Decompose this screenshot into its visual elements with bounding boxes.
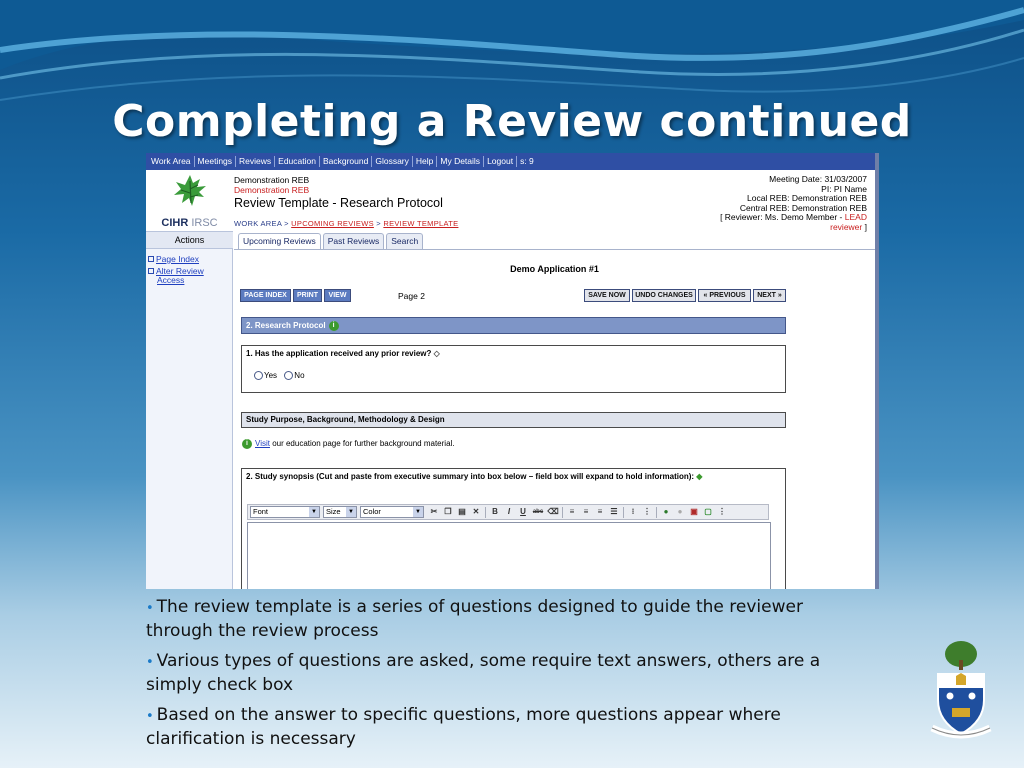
chevron-down-icon: ▼ (413, 507, 423, 517)
reviewer-lead: LEAD (844, 212, 867, 223)
color-select[interactable] (360, 506, 424, 518)
font-select[interactable] (250, 506, 320, 518)
align-right-icon[interactable]: ≡ (597, 507, 603, 516)
font-select-value: Font (253, 507, 269, 516)
logo-cihr: CIHR (161, 217, 189, 229)
radio-yes[interactable] (254, 371, 263, 380)
meeting-info (720, 175, 867, 233)
info-icon: i (242, 439, 252, 449)
size-select[interactable] (323, 506, 357, 518)
toolbar-separator (656, 507, 657, 518)
bold-icon[interactable]: B (492, 507, 498, 516)
section-title: 2. Research Protocol (246, 321, 326, 330)
numbered-list-icon[interactable]: ⋮ (643, 507, 651, 516)
image-icon[interactable]: ▣ (690, 507, 698, 516)
pi-name: PI: PI Name (821, 183, 867, 194)
nav-glossary[interactable]: Glossary (372, 156, 413, 167)
info-icon[interactable]: i (329, 321, 339, 331)
tab-search[interactable]: Search (386, 233, 423, 249)
bullet-text: Various types of questions are asked, some require text answers, others are a simply check box (146, 651, 821, 695)
rich-text-toolbar (247, 504, 769, 520)
action-page-index[interactable] (148, 255, 199, 264)
bullet-icon: • (146, 709, 154, 724)
window-edge (875, 153, 879, 589)
visit-text: our education page for further background material. (269, 439, 455, 449)
bullet-item (146, 650, 846, 697)
page-title: Review Template - Research Protocol (234, 196, 443, 210)
breadcrumb (234, 219, 458, 228)
toolbar-separator (485, 507, 486, 518)
university-crest-icon (930, 638, 992, 748)
reb-name: Demonstration REB (234, 175, 310, 185)
reviewer-close: ] (864, 221, 867, 232)
toolbar-separator (623, 507, 624, 518)
action-alter-review-label: Alter Review (156, 266, 204, 276)
save-now-button[interactable]: SAVE NOW (584, 289, 630, 302)
bullet-icon: • (146, 655, 154, 670)
breadcrumb-sep: > (281, 219, 292, 228)
next-button[interactable]: NEXT » (753, 289, 786, 302)
eraser-icon[interactable]: ⌫ (547, 507, 559, 516)
italic-icon[interactable]: I (507, 507, 511, 516)
nav-logout[interactable]: Logout (484, 156, 517, 167)
size-select-value: Size (326, 507, 341, 516)
radio-no-label: No (294, 370, 305, 380)
visit-education-line (242, 439, 455, 449)
copy-icon[interactable]: ❐ (444, 507, 452, 516)
question-2-text (242, 469, 785, 486)
bullet-icon: • (146, 601, 154, 616)
toolbar-separator (562, 507, 563, 518)
action-page-index-label: Page Index (156, 254, 200, 264)
unlink-icon[interactable]: ● (677, 507, 683, 516)
bullet-text: Based on the answer to specific questions, more questions appear where clarification is necessary (146, 705, 781, 749)
help-diamond-icon[interactable]: ◆ (696, 472, 703, 481)
question-2-label: 2. Study synopsis (Cut and paste from executive summary into box below – field box will expand to hold information): (246, 472, 695, 481)
nav-education[interactable]: Education (275, 156, 320, 167)
chevron-down-icon: ▼ (309, 507, 319, 517)
question-1-text (242, 346, 785, 363)
reviewer-role-label: reviewer (830, 221, 863, 232)
paste-icon[interactable]: ▤ (458, 507, 466, 516)
left-sidebar (146, 170, 233, 589)
nav-meetings[interactable]: Meetings (195, 156, 237, 167)
tabs-divider (234, 249, 875, 250)
breadcrumb-sep: > (373, 219, 384, 228)
underline-icon[interactable]: U (520, 507, 526, 516)
question-1-box (241, 345, 786, 393)
visit-link[interactable]: Visit (255, 439, 270, 449)
main-content (234, 170, 875, 589)
logo-area (146, 170, 233, 232)
cut-icon[interactable]: ✂ (430, 507, 438, 516)
undo-changes-button[interactable]: UNDO CHANGES (632, 289, 696, 302)
section-header-research-protocol (241, 317, 786, 334)
study-section-header: Study Purpose, Background, Methodology & Design (241, 412, 786, 428)
print-button[interactable]: PRINT (293, 289, 322, 302)
local-reb: Local REB: Demonstration REB (747, 193, 867, 204)
breadcrumb-upcoming-reviews[interactable]: UPCOMING REVIEWS (291, 219, 374, 228)
bullet-text: The review template is a series of questions designed to guide the reviewer through the review process (146, 597, 803, 641)
reviewer-name: [ Reviewer: Ms. Demo Member - (720, 212, 843, 223)
justify-icon[interactable]: ☰ (610, 507, 618, 516)
delete-icon[interactable]: ✕ (472, 507, 480, 516)
align-left-icon[interactable]: ≡ (569, 507, 575, 516)
synopsis-editor[interactable] (247, 522, 771, 589)
logo-wordmark (146, 217, 233, 229)
bullet-list-icon[interactable]: ⁝ (631, 507, 635, 516)
breadcrumb-root: WORK AREA (234, 219, 282, 228)
expand-icon (148, 268, 154, 274)
comment-icon[interactable]: ▢ (704, 507, 712, 516)
meeting-date: Meeting Date: 31/03/2007 (769, 174, 867, 184)
radio-yes-label: Yes (264, 370, 278, 380)
page-number: Page 2 (398, 291, 425, 301)
nav-help[interactable]: Help (413, 156, 437, 167)
application-title: Demo Application #1 (510, 264, 599, 274)
slide-bullets (146, 596, 846, 758)
nav-session-counter: s: 9 (520, 156, 534, 166)
nav-work-area[interactable]: Work Area (148, 156, 195, 167)
chevron-down-icon: ▼ (346, 507, 356, 517)
slide-title: Completing a Review continued (112, 96, 912, 147)
central-reb: Central REB: Demonstration REB (739, 202, 867, 213)
review-tabs (238, 233, 425, 249)
cihr-leaf-logo-icon (168, 173, 212, 209)
app-screenshot (146, 153, 879, 589)
view-button[interactable]: VIEW (324, 289, 351, 302)
nav-background[interactable]: Background (320, 156, 372, 167)
tab-upcoming-reviews[interactable]: Upcoming Reviews (238, 233, 321, 249)
logo-irsc: IRSC (191, 217, 218, 229)
color-select-value: Color (363, 507, 381, 516)
tab-past-reviews[interactable]: Past Reviews (323, 233, 385, 249)
reviewer-role (720, 223, 867, 233)
radio-no[interactable] (284, 371, 293, 380)
previous-button[interactable]: « PREVIOUS (698, 289, 751, 302)
page-index-button[interactable]: PAGE INDEX (240, 289, 291, 302)
help-diamond-icon[interactable]: ◇ (433, 349, 440, 358)
nav-reviews[interactable]: Reviews (236, 156, 275, 167)
question-1-options (242, 371, 785, 380)
question-1-label: 1. Has the application received any prior review? (246, 349, 432, 358)
bullet-item (146, 704, 846, 751)
expand-icon (148, 256, 154, 262)
action-alter-review-access[interactable]: Access (157, 275, 185, 285)
top-nav-bar (146, 153, 879, 170)
bullet-item (146, 596, 846, 643)
link-icon[interactable]: ● (663, 507, 669, 516)
strikethrough-icon[interactable]: abc (532, 509, 544, 515)
actions-heading: Actions (146, 232, 233, 249)
breadcrumb-review-template[interactable]: REVIEW TEMPLATE (383, 219, 459, 228)
nav-my-details[interactable]: My Details (437, 156, 484, 167)
reb-name-highlight: Demonstration REB (234, 185, 310, 195)
align-center-icon[interactable]: ≡ (583, 507, 589, 516)
more-options-icon[interactable]: ⋮ (718, 507, 726, 516)
